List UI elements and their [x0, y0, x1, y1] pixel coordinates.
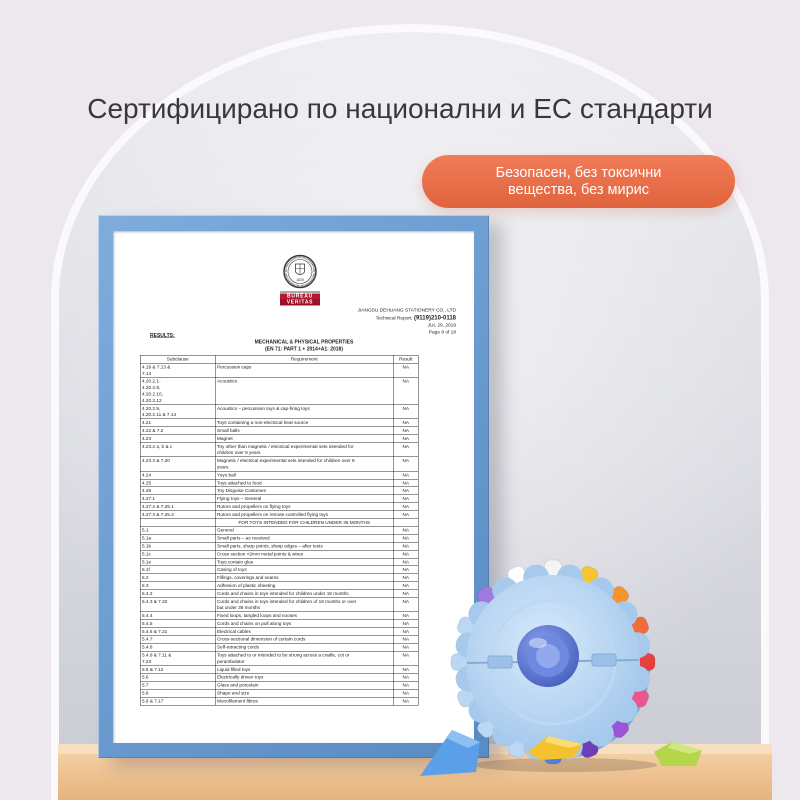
result-cell: NA — [393, 443, 418, 457]
subclause-cell: 5.1c — [140, 550, 215, 558]
requirement-cell: Monofilament fibres — [215, 697, 393, 705]
requirement-cell: Yoyo ball — [215, 471, 393, 479]
requirement-cell: Cross-sectional dimension of certain cords — [215, 635, 393, 643]
page-number: Page 8 of 18 — [428, 329, 456, 335]
table-row — [140, 511, 418, 519]
requirement-cell: Electrically driven toys — [215, 673, 393, 681]
subclause-cell: 4.21 — [140, 419, 215, 427]
requirement-cell: Magnet — [215, 435, 393, 443]
result-cell: NA — [393, 635, 418, 643]
result-cell: NA — [393, 503, 418, 511]
subclause-cell: 5.1e — [140, 558, 215, 566]
requirement-cell: Small parts – as received — [215, 534, 393, 542]
subclause-cell: 5.1b — [140, 542, 215, 550]
table-row — [140, 558, 418, 566]
requirement-cell: Small parts, sharp points, sharp edges – after tests — [215, 542, 393, 550]
result-cell: NA — [393, 612, 418, 620]
subclause-cell: 5.1a — [140, 534, 215, 542]
table-row — [140, 612, 418, 620]
results-label: RESULTS: — [150, 333, 175, 339]
subclause-cell: 5.5 & 7.12 — [140, 666, 215, 674]
subclause-cell: 5.4.9 & 7.11 & 7.23 — [140, 651, 215, 665]
table-row — [140, 495, 418, 503]
subclause-cell — [140, 519, 215, 527]
table-row — [140, 635, 418, 643]
result-cell: NA — [393, 377, 418, 404]
result-cell: NA — [393, 666, 418, 674]
requirement-cell: Toy Disguise Costumes — [215, 487, 393, 495]
table-row — [140, 471, 418, 479]
subclause-cell: 5.4.2 — [140, 590, 215, 598]
subclause-cell: 4.20.2.9, 4.20.2.11 & 7.14 — [140, 405, 215, 419]
safety-badge-text: Безопасен, без токсични вещества, без мирис — [495, 164, 662, 198]
subclause-cell: 4.24 — [140, 471, 215, 479]
subclause-cell: 5.4.6 & 7.21 — [140, 628, 215, 636]
table-row — [140, 534, 418, 542]
table-row — [140, 620, 418, 628]
result-cell: NA — [393, 689, 418, 697]
requirement-cell: Toys containing a non-electrical heat source — [215, 419, 393, 427]
table-row — [140, 666, 418, 674]
result-cell: NA — [393, 457, 418, 471]
report-label: Technical Report: — [375, 315, 413, 321]
subclause-cell: 4.23 — [140, 435, 215, 443]
result-cell: NA — [393, 479, 418, 487]
result-cell: NA — [393, 598, 418, 612]
requirement-cell: Adhesion of plastic sheeting — [215, 582, 393, 590]
table-row — [140, 443, 418, 457]
subclause-cell: 5.7 — [140, 681, 215, 689]
bureau-veritas-seal-icon — [283, 254, 318, 289]
table-row — [140, 457, 418, 471]
result-cell: NA — [393, 643, 418, 651]
requirement-cell: Rotors and propellers on remote controlled flying toys — [215, 511, 393, 519]
subclause-cell: 5.4.8 — [140, 643, 215, 651]
requirement-cell: Toy other than magnetic / electrical experimental sets intended for children over 8 years — [215, 443, 393, 457]
result-cell: NA — [393, 526, 418, 534]
table-row — [140, 628, 418, 636]
requirement-cell: Small balls — [215, 427, 393, 435]
table-row — [140, 697, 418, 705]
section-title-main: MECHANICAL & PHYSICAL PROPERTIES — [254, 339, 354, 345]
results-table — [140, 355, 419, 705]
requirement-cell: Fillings, coverings and seams — [215, 574, 393, 582]
result-cell: NA — [393, 487, 418, 495]
table-row — [140, 479, 418, 487]
table-row — [140, 582, 418, 590]
result-cell: NA — [393, 558, 418, 566]
subclause-cell: 5.4.5 — [140, 620, 215, 628]
table-row — [140, 673, 418, 681]
result-cell: NA — [393, 405, 418, 419]
requirement-cell: Toys attached to or intended to be strung across a cradle, cot or perambulator — [215, 651, 393, 665]
requirement-cell: Cords and chains in toys intended for children of 18 months or over but under 36 months — [215, 598, 393, 612]
requirement-cell: Toys contain glue — [215, 558, 393, 566]
table-row — [140, 689, 418, 697]
result-cell: NA — [393, 495, 418, 503]
table-row — [140, 542, 418, 550]
shelf-front — [58, 754, 772, 800]
table-row — [140, 377, 418, 404]
requirement-cell: Flying toys – General — [215, 495, 393, 503]
result-cell: NA — [393, 681, 418, 689]
bureau-veritas-logo — [280, 292, 320, 306]
section-heading-cell: FOR TOYS INTENDED FOR CHILDREN UNDER 36 MONTHS — [215, 519, 393, 527]
subclause-cell: 5.1 — [140, 526, 215, 534]
table-row — [140, 651, 418, 665]
requirement-cell: Cross section <2mm metal points & wires — [215, 550, 393, 558]
subclause-cell: 4.19 & 7.13 & 7.14 — [140, 363, 215, 377]
logo-line-2: VERITAS — [280, 300, 320, 306]
table-row — [140, 598, 418, 612]
result-cell: NA — [393, 435, 418, 443]
subclause-cell: 5.4.3 & 7.22 — [140, 598, 215, 612]
subclause-cell: 4.22 & 7.2 — [140, 427, 215, 435]
result-cell: NA — [393, 574, 418, 582]
report-id — [358, 314, 456, 322]
subclause-cell: 4.27.3 & 7.25.2 — [140, 511, 215, 519]
safety-badge — [422, 155, 735, 208]
requirement-cell: Acoustics – percussion toys & cap-firing toys — [215, 405, 393, 419]
subclause-cell: 4.20.2.1- 4.20.2.8, 4.20.2.10, 4.20.2.12 — [140, 377, 215, 404]
result-cell: NA — [393, 427, 418, 435]
requirement-cell: Shape and size — [215, 689, 393, 697]
header-requirement: Requirement — [215, 355, 393, 363]
result-cell: NA — [393, 534, 418, 542]
requirement-cell: Percussion caps — [215, 363, 393, 377]
report-number: (9119)210-0118 — [413, 314, 456, 321]
subclause-cell: 5.4.7 — [140, 635, 215, 643]
table-row — [140, 566, 418, 574]
table-row — [140, 590, 418, 598]
subclause-cell: 4.27.2 & 7.25.1 — [140, 503, 215, 511]
section-title-standard: (EN 71: PART 1 + 2014+A1: 2018) — [264, 346, 343, 352]
table-row — [140, 405, 418, 419]
table-row — [140, 574, 418, 582]
result-cell — [393, 519, 418, 527]
subclause-cell: 4.25 — [140, 479, 215, 487]
requirement-cell: Cords and chains on pull along toys — [215, 620, 393, 628]
subclause-cell: 5.3 — [140, 582, 215, 590]
table-row — [140, 427, 418, 435]
result-cell: NA — [393, 620, 418, 628]
results-table-body — [140, 363, 418, 705]
requirement-cell: Rotors and propellers on flying toys — [215, 503, 393, 511]
result-cell: NA — [393, 590, 418, 598]
subclause-cell: 5.1f — [140, 566, 215, 574]
result-cell: NA — [393, 511, 418, 519]
subclause-cell: 5.9 & 7.17 — [140, 697, 215, 705]
result-cell: NA — [393, 582, 418, 590]
table-row — [140, 643, 418, 651]
logo-rule — [280, 292, 320, 293]
requirement-cell: Electrical cables — [215, 628, 393, 636]
table-header-row — [140, 355, 418, 363]
table-row — [140, 503, 418, 511]
table-row — [140, 419, 418, 427]
page-heading: Сертифицирано по национални и ЕС стандарти — [87, 93, 713, 124]
result-cell: NA — [393, 673, 418, 681]
table-row — [140, 526, 418, 534]
requirement-cell: Glass and porcelain — [215, 681, 393, 689]
table-section-row — [140, 519, 418, 527]
subclause-cell: 4.26 — [140, 487, 215, 495]
header-subclause: Subclause — [140, 355, 215, 363]
requirement-cell: Self-retracting cords — [215, 643, 393, 651]
certificate-frame — [98, 215, 489, 758]
report-header — [358, 307, 456, 336]
requirement-cell: Liquid filled toys — [215, 666, 393, 674]
section-title — [204, 339, 404, 353]
result-cell: NA — [393, 651, 418, 665]
table-row — [140, 487, 418, 495]
company-name: JIANGSU DEHUANG STATIONERY CO., LTD — [357, 307, 456, 313]
table-row — [140, 681, 418, 689]
subclause-cell: 5.2 — [140, 574, 215, 582]
certificate-paper — [113, 231, 474, 743]
header-result: Result — [393, 355, 418, 363]
result-cell: NA — [393, 419, 418, 427]
requirement-cell: Toys attached to food — [215, 479, 393, 487]
requirement-cell: Fixed loops, tangled loops and nooses — [215, 612, 393, 620]
requirement-cell: Casing of toys — [215, 566, 393, 574]
table-row — [140, 550, 418, 558]
table-row — [140, 363, 418, 377]
subclause-cell: 5.8 — [140, 689, 215, 697]
result-cell: NA — [393, 550, 418, 558]
result-cell: NA — [393, 542, 418, 550]
report-date: JUL 29, 2019 — [427, 322, 456, 328]
requirement-cell: Cords and chains in toys intended for children under 18 months — [215, 590, 393, 598]
subclause-cell: 5.6 — [140, 673, 215, 681]
subclause-cell: 4.23.2 a, b & c — [140, 443, 215, 457]
result-cell: NA — [393, 697, 418, 705]
subclause-cell: 5.4.4 — [140, 612, 215, 620]
subclause-cell: 4.27.1 — [140, 495, 215, 503]
result-cell: NA — [393, 566, 418, 574]
table-row — [140, 435, 418, 443]
seal-year: 1828 — [296, 278, 304, 282]
test-report-page — [113, 231, 474, 743]
subclause-cell: 4.23.3 & 7.20 — [140, 457, 215, 471]
result-cell: NA — [393, 363, 418, 377]
requirement-cell: General — [215, 526, 393, 534]
logo-line-1: BUREAU — [280, 294, 320, 300]
requirement-cell: Acoustics — [215, 377, 393, 404]
result-cell: NA — [393, 628, 418, 636]
result-cell: NA — [393, 471, 418, 479]
requirement-cell: Magnetic / electrical experimental sets intended for children over 8 years — [215, 457, 393, 471]
